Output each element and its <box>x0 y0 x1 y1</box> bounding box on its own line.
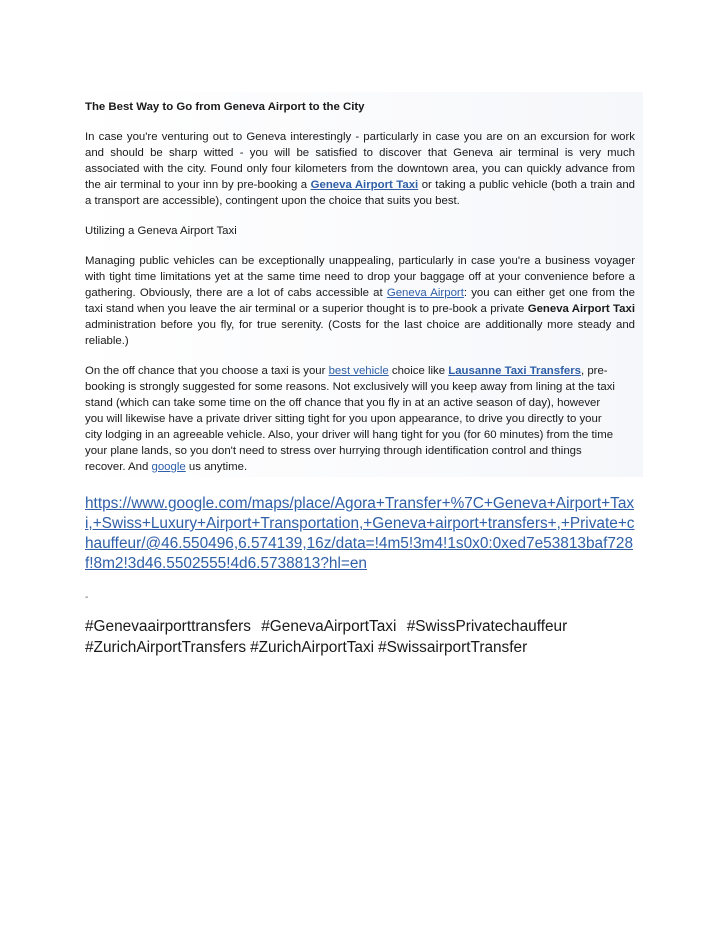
document-title: The Best Way to Go from Geneva Airport to the City <box>85 101 365 113</box>
second-text-mid: : you can either get one from the taxi stand when you leave the air terminal or a superior thought is to pre-book a private <box>85 287 635 315</box>
hashtag: #Genevaairporttransfers <box>85 618 251 635</box>
third-paragraph <box>85 363 635 475</box>
subheading: Utilizing a Geneva Airport Taxi <box>85 225 237 237</box>
hashtag: #ZurichAirportTaxi <box>250 639 375 656</box>
second-text-after: administration before you fly, for true serenity. (Costs for the last choice are additionally more steady and reliable.) <box>85 319 635 347</box>
google-maps-url-link[interactable]: https://www.google.com/maps/place/Agora+Transfer+%7C+Geneva+Airport+Taxi,+Swiss+Luxury+Airport+Transportation,+Geneva+airport+transfers+,+Private+chauffeur/@46.550496,6.574139,16z/data=!4m5!3m4!1s0x0:0xed7e53813baf728f!8m2!3d46.5502555!4d6.5738813?hl=en <box>85 495 635 572</box>
document-body <box>85 99 635 658</box>
hashtag: #ZurichAirportTransfers <box>85 639 247 656</box>
geneva-airport-link[interactable]: Geneva Airport <box>386 287 464 299</box>
second-paragraph <box>85 253 635 349</box>
separator-dash: - <box>85 592 89 603</box>
best-vehicle-link[interactable]: best vehicle <box>328 365 389 377</box>
intro-text-after: or taking a public vehicle (both a train and a transport are accessible), contingent upon the choice that suits you best. <box>85 179 635 207</box>
third-text-before: On the off chance that you choose a taxi is your <box>85 365 329 377</box>
lausanne-taxi-transfers-link[interactable]: Lausanne Taxi Transfers <box>448 365 581 377</box>
intro-paragraph <box>85 129 635 209</box>
hashtag-list <box>85 616 635 658</box>
google-link[interactable]: google <box>151 461 186 473</box>
hashtag: #GenevaAirportTaxi <box>261 618 397 635</box>
intro-text-before: In case you're venturing out to Geneva interestingly - particularly in case you are on an excursion for work and should be sharp witted - you will be satisfied to discover that Geneva air terminal is very much associated with the city. Found only four kilometers from the downtown area, you can quickly advance from the air terminal to your inn by pre-booking a <box>85 131 635 191</box>
geneva-airport-taxi-bold: Geneva Airport Taxi <box>527 303 635 315</box>
third-text-mid2: , pre-booking is strongly suggested for some reasons. Not exclusively will you keep away from lining at the taxi stand (which can take some time on the off chance that you fly in at an active season of day), however you will likewise have a private driver sitting tight for you upon appearance, to drive you directly to your city lodging in an agreeable vehicle. Also, your driver will hang tight for you (for 60 minutes) from the time your plane lands, so you don't need to stress over hurrying through identification control and things recover. And <box>85 365 615 473</box>
hashtag: #SwissPrivatechauffeur <box>406 618 568 635</box>
geneva-airport-taxi-link[interactable]: Geneva Airport Taxi <box>310 179 419 191</box>
second-text-before: Managing public vehicles can be exceptionally unappealing, particularly in case you're a business voyager with tight time limitations yet at the same time need to drop your baggage off at your convenience before a gathering. Obviously, there are a lot of cabs accessible at <box>85 255 635 299</box>
third-text-mid1: choice like <box>388 365 449 377</box>
third-text-after: us anytime. <box>185 461 248 473</box>
hashtag: #SwissairportTransfer <box>378 639 528 656</box>
